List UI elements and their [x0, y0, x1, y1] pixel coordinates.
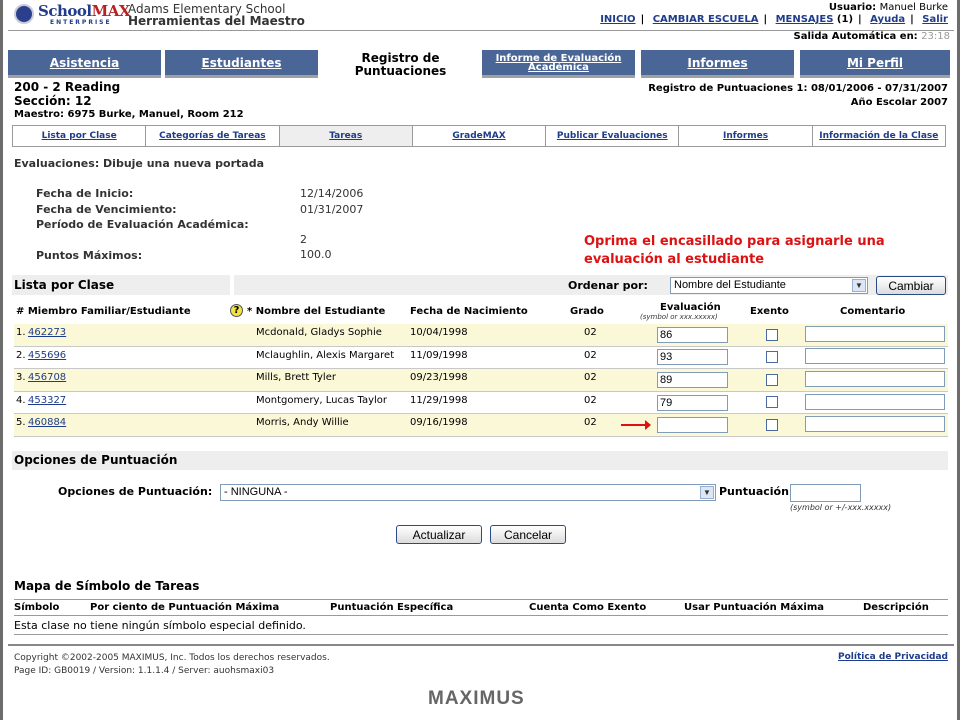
score-all-input[interactable] [790, 484, 861, 502]
row-index: 3. [16, 372, 26, 383]
classlist-table-header [14, 301, 948, 323]
student-grade: 02 [584, 327, 597, 338]
row-index: 1. [16, 327, 26, 338]
logo-text: School [38, 2, 92, 20]
symbol-map-divider [14, 634, 948, 635]
col-percent-max: Por ciento de Puntuación Máxima [90, 602, 280, 613]
exempt-checkbox[interactable] [766, 396, 778, 408]
user-label: Usuario: [828, 2, 877, 13]
school-year: Año Escolar 2007 [850, 97, 948, 108]
score-label: Puntuación [719, 485, 789, 498]
session-bar [8, 30, 954, 42]
schoolmax-logo [14, 2, 132, 28]
arrow-right-icon [621, 424, 647, 426]
link-ayuda[interactable]: Ayuda [870, 14, 906, 25]
row-index: 5. [16, 417, 26, 428]
subnav-grademax[interactable]: GradeMAX [413, 126, 546, 146]
symbol-map-header [14, 599, 948, 616]
exempt-checkbox[interactable] [766, 374, 778, 386]
col-specific-score: Puntuación Específica [330, 602, 454, 613]
scoring-options-bar [12, 451, 948, 470]
teacher-info: Maestro: 6975 Burke, Manuel, Room 212 [14, 109, 244, 120]
student-grade: 02 [584, 417, 597, 428]
exempt-checkbox[interactable] [766, 351, 778, 363]
grading-period [648, 82, 948, 110]
start-date-label: Fecha de Inicio: [36, 187, 134, 200]
scoring-options-label: Opciones de Puntuación: [58, 485, 213, 498]
score-input[interactable]: 86 [657, 327, 728, 343]
sort-label: Ordenar por: [568, 279, 648, 292]
student-dob: 10/04/1998 [410, 327, 468, 338]
course-info [14, 80, 120, 108]
col-symbol: Símbolo [14, 602, 60, 613]
chevron-down-icon: ▼ [700, 486, 714, 499]
messages-count: (1) [836, 14, 854, 25]
footer-copyright [14, 652, 330, 678]
help-icon[interactable]: ? [230, 304, 243, 317]
school-name: Adams Elementary School [128, 2, 286, 16]
user-info [829, 2, 948, 13]
footer-divider [8, 644, 954, 646]
user-name: Manuel Burke [879, 2, 948, 13]
score-input[interactable]: 79 [657, 395, 728, 411]
header [8, 0, 954, 30]
scoring-options-select[interactable] [220, 484, 716, 501]
row-index: 4. [16, 395, 26, 406]
comment-input[interactable] [805, 326, 945, 342]
subnav-categorias-tareas[interactable]: Categorías de Tareas [146, 126, 279, 146]
max-points-value: 100.0 [300, 248, 332, 261]
due-date-value: 01/31/2007 [300, 203, 364, 216]
student-id-link[interactable]: 460884 [28, 417, 67, 428]
top-links: INICIO | CAMBIAR ESCUELA | MENSAJES (1) | Ayuda | Salir [600, 14, 948, 25]
due-date-label: Fecha de Vencimiento: [36, 203, 177, 216]
gradebook-period: Registro de Puntuaciones 1: 08/01/2006 - 07/31/2007 [648, 83, 948, 94]
instruction-note: Oprima el encasillado para asignarle una evaluación al estudiante [584, 234, 885, 267]
col-member: # Miembro Familiar/Estudiante [16, 306, 191, 317]
page-id-text: Page ID: GB0019 / Version: 1.1.1.4 / Server: auohsmaxi03 [14, 666, 275, 676]
tab-asistencia[interactable]: Asistencia [8, 50, 161, 78]
student-dob: 11/29/1998 [410, 395, 468, 406]
score-input[interactable]: 89 [657, 372, 728, 388]
cancel-button[interactable]: Cancelar [490, 525, 566, 544]
student-id-link[interactable]: 462273 [28, 327, 67, 338]
col-dob: Fecha de Nacimiento [410, 306, 528, 317]
tab-informe-evaluacion[interactable]: Informe de Evaluación Académica [482, 50, 635, 78]
col-eval-hint: (symbol or xxx.xxxxx) [640, 313, 718, 321]
col-counts-exempt: Cuenta Como Exento [529, 602, 647, 613]
scoring-options-title: Opciones de Puntuación [14, 453, 178, 467]
col-exempt: Exento [750, 306, 789, 317]
link-cambiar-escuela[interactable]: CAMBIAR ESCUELA [652, 14, 759, 25]
score-input-empty[interactable] [657, 417, 728, 433]
student-dob: 09/16/1998 [410, 417, 468, 428]
sub-navigation [12, 125, 946, 147]
subnav-tareas[interactable]: Tareas [280, 126, 413, 146]
course-name: 200 - 2 Reading [14, 80, 121, 94]
score-hint: (symbol or +/-xxx.xxxxx) [790, 503, 892, 512]
student-dob: 09/23/1998 [410, 372, 468, 383]
sort-select-value: Nombre del Estudiante [674, 279, 786, 291]
session-timer [794, 31, 950, 42]
student-grade: 02 [584, 350, 597, 361]
student-name: Mills, Brett Tyler [256, 372, 336, 383]
main-tabs [8, 50, 950, 80]
classlist-bar [12, 275, 948, 295]
logo-globe-icon [14, 4, 34, 24]
tab-mi-perfil[interactable]: Mi Perfil [800, 50, 950, 78]
logo-subtitle: ENTERPRISE [50, 19, 112, 26]
exempt-checkbox[interactable] [766, 329, 778, 341]
row-divider [14, 436, 948, 437]
grading-period-label: Período de Evaluación Académica: [36, 218, 249, 231]
link-inicio[interactable]: INICIO [600, 14, 636, 25]
app-name: Herramientas del Maestro [128, 14, 305, 28]
tab-registro-puntuaciones[interactable]: Registro de Puntuaciones [324, 50, 477, 80]
link-mensajes[interactable]: MENSAJES [775, 14, 834, 25]
symbol-map-empty: Esta clase no tiene ningún símbolo especial definido. [14, 619, 306, 632]
comment-input[interactable] [805, 416, 945, 432]
subnav-informacion-clase[interactable]: Información de la Clase [819, 130, 939, 141]
assignment-title: Evaluaciones: Dibuje una nueva portada [14, 157, 265, 170]
tab-estudiantes[interactable]: Estudiantes [165, 50, 318, 78]
privacy-link[interactable]: Política de Privacidad [838, 652, 948, 662]
student-id-link[interactable]: 453327 [28, 395, 67, 406]
student-dob: 11/09/1998 [410, 350, 468, 361]
logo-text-accent: MAX [91, 2, 130, 20]
col-description: Descripción [863, 602, 929, 613]
student-id-link[interactable]: 456708 [28, 372, 67, 383]
chevron-down-icon: ▼ [852, 279, 866, 292]
row-index: 2. [16, 350, 26, 361]
copyright-text: Copyright ©2002-2005 MAXIMUS, Inc. Todos los derechos reservados. [14, 653, 330, 663]
link-salir[interactable]: Salir [922, 14, 948, 25]
subnav-informes[interactable]: Informes [679, 126, 812, 146]
student-id-link[interactable]: 455696 [28, 350, 67, 361]
col-eval: Evaluación [660, 302, 721, 313]
student-grade: 02 [584, 395, 597, 406]
col-comment: Comentario [840, 306, 906, 317]
update-button[interactable]: Actualizar [396, 525, 482, 544]
subnav-lista-clase[interactable]: Lista por Clase [13, 126, 146, 146]
comment-input[interactable] [805, 394, 945, 410]
exempt-checkbox[interactable] [766, 419, 778, 431]
col-grade: Grado [570, 306, 604, 317]
change-sort-button[interactable]: Cambiar [876, 276, 946, 295]
maximus-logo: MAXIMUS [428, 688, 525, 709]
score-input[interactable]: 93 [657, 349, 728, 365]
session-time: 23:18 [921, 31, 950, 42]
sort-select[interactable] [670, 277, 868, 294]
scoring-options-value: - NINGUNA - [224, 486, 288, 498]
course-section: Sección: 12 [14, 94, 92, 108]
subnav-publicar-evaluaciones[interactable]: Publicar Evaluaciones [546, 126, 679, 146]
student-grade: 02 [584, 372, 597, 383]
symbol-map-title: Mapa de Símbolo de Tareas [14, 579, 200, 593]
start-date-value: 12/14/2006 [300, 187, 364, 200]
student-name: Morris, Andy Willie [256, 417, 349, 428]
classlist-title: Lista por Clase [14, 278, 115, 292]
student-name: Mcdonald, Gladys Sophie [256, 327, 382, 338]
classlist-bar-divider [230, 275, 234, 295]
max-points-label: Puntos Máximos: [36, 249, 143, 262]
tab-informes[interactable]: Informes [641, 50, 794, 78]
student-name: Mclaughlin, Alexis Margaret [256, 350, 395, 361]
comment-input[interactable] [805, 348, 945, 364]
session-label: Salida Automática en: [793, 31, 918, 42]
col-name: * Nombre del Estudiante [247, 306, 386, 317]
col-use-max-score: Usar Puntuación Máxima [684, 602, 825, 613]
student-name: Montgomery, Lucas Taylor [256, 395, 388, 406]
grading-period-value: 2 [300, 233, 307, 246]
comment-input[interactable] [805, 371, 945, 387]
